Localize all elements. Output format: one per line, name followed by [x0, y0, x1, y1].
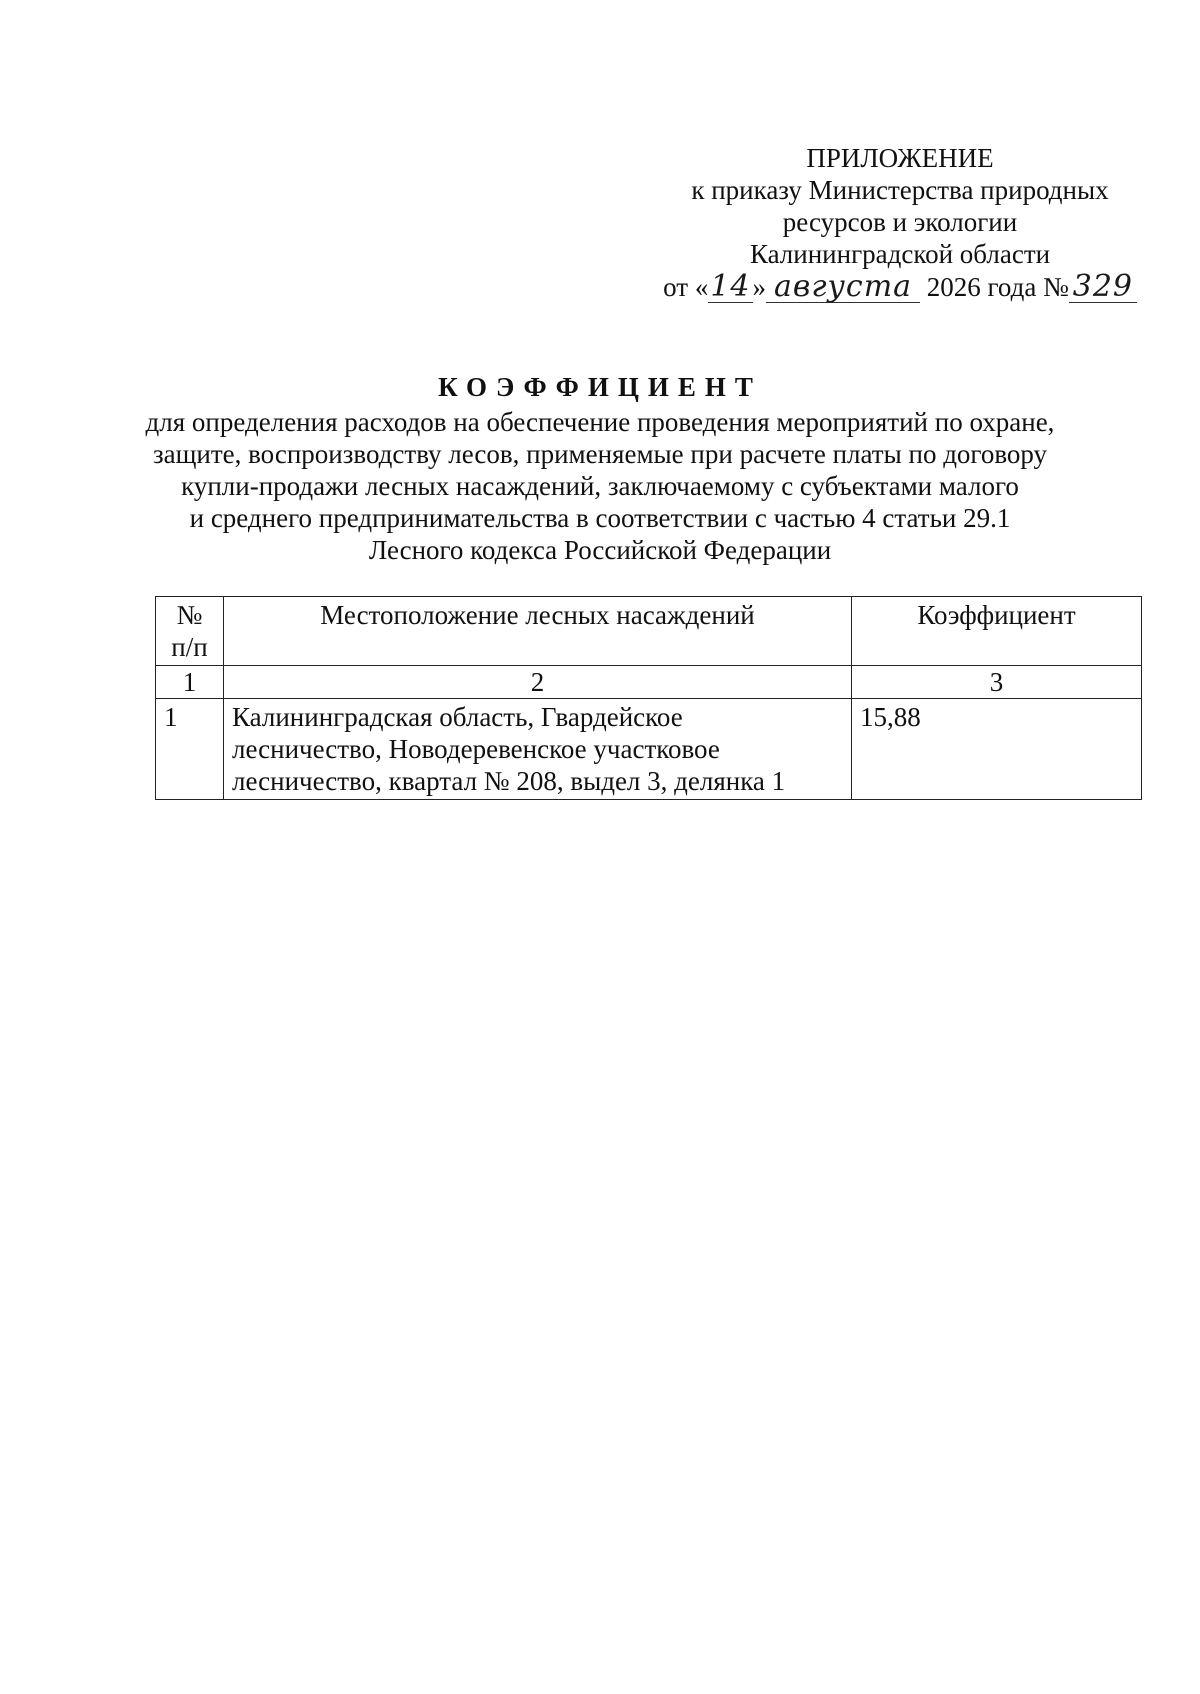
- document-subtitle: [110, 406, 1090, 566]
- coefficient-table: [155, 596, 1142, 800]
- title-block: [110, 370, 1090, 566]
- subtitle-line-3: купли-продажи лесных насаждений, заключаемому с субъектами малого: [181, 471, 1019, 501]
- subtitle-line-2: защите, воспроизводству лесов, применяемые при расчете платы по договору: [152, 439, 1048, 469]
- table-row: [156, 699, 1142, 800]
- location-line-1: Калининградская область, Гвардейское: [232, 702, 683, 732]
- table-header-row: [156, 597, 1142, 666]
- annex-line-1: к приказу Министерства природных: [691, 175, 1109, 205]
- header-number-line-2: п/п: [171, 632, 208, 662]
- handwritten-month: августа: [766, 272, 920, 303]
- row-coefficient-cell: 15,88: [852, 699, 1142, 800]
- annex-header: [640, 142, 1160, 303]
- annex-date-line: [640, 271, 1160, 303]
- header-location-cell: Местоположение лесных насаждений: [224, 597, 852, 666]
- date-prefix: от «: [663, 272, 709, 302]
- subtitle-line-5: Лесного кодекса Российской Федерации: [368, 535, 832, 565]
- annex-line-3: Калининградской области: [749, 239, 1051, 269]
- handwritten-order-number: 329: [1069, 272, 1137, 303]
- document-title: КОЭФФИЦИЕНТ: [438, 372, 762, 402]
- header-number-line-1: №: [176, 600, 203, 630]
- handwritten-day: 14: [710, 269, 751, 304]
- table-column-numbers-row: [156, 666, 1142, 699]
- column-number-3: 3: [852, 666, 1142, 699]
- row-location-cell: [224, 699, 852, 800]
- coefficient-table-wrapper: [155, 596, 1141, 800]
- column-number-1: 1: [156, 666, 224, 699]
- location-line-3: лесничество, квартал № 208, выдел 3, делянка 1: [232, 766, 786, 796]
- header-number-cell: [156, 597, 224, 666]
- location-line-2: лесничество, Новодеревенское участковое: [232, 734, 720, 764]
- column-number-2: 2: [224, 666, 852, 699]
- date-year: 2026 года №: [926, 272, 1069, 302]
- header-coefficient-cell: Коэффициент: [852, 597, 1142, 666]
- date-mid: »: [752, 272, 767, 302]
- annex-line-2: ресурсов и экологии: [782, 207, 1018, 237]
- annex-heading: ПРИЛОЖЕНИЕ: [806, 143, 994, 173]
- subtitle-line-1: для определения расходов на обеспечение проведения мероприятий по охране,: [145, 407, 1055, 437]
- subtitle-line-4: и среднего предпринимательства в соответствии с частью 4 статьи 29.1: [189, 503, 1011, 533]
- row-number-cell: 1: [156, 699, 224, 800]
